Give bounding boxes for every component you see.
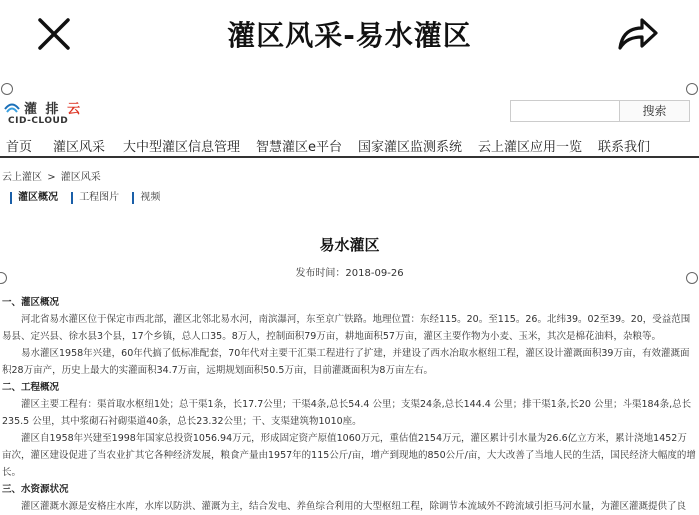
article-date: 发布时间：2018-09-26: [295, 268, 404, 279]
nav-item-contact[interactable]: 联系我们: [598, 140, 651, 155]
section-heading: 一、灌区概况: [2, 297, 60, 308]
paragraph: 灌区灌溉水源是安格庄水库，水库以防洪、灌溉为主，结合发电、养鱼综合利用的大型枢纽工程，除调节本流域外不跨流域引拒马河水量，为灌区灌溉提供了良: [21, 501, 687, 512]
site-logo[interactable]: [4, 98, 94, 128]
web-content: [0, 86, 699, 515]
app-header: [0, 0, 699, 70]
nav-item-apps[interactable]: 云上灌区应用一览: [478, 140, 583, 155]
section-heading: 二、工程概况: [2, 382, 60, 393]
tab-videos[interactable]: 视频: [132, 192, 166, 204]
nav-item-home[interactable]: 首页: [6, 140, 33, 155]
selection-handle-top-left[interactable]: [1, 83, 13, 95]
breadcrumb: [2, 168, 101, 183]
tab-photos[interactable]: 工程图片: [71, 192, 125, 204]
selection-handle-top-right[interactable]: [686, 83, 698, 95]
main-nav: [0, 134, 699, 158]
tab-overview[interactable]: 灌区概况: [10, 192, 64, 204]
search-input[interactable]: [510, 100, 620, 122]
breadcrumb-home[interactable]: 云上灌区: [2, 172, 42, 183]
page-title: 灌区风采-易水灌区: [227, 19, 472, 52]
article-title: 易水灌区: [319, 236, 380, 254]
logo-text: 灌 排 云: [24, 102, 83, 117]
logo-mark-icon: [4, 100, 20, 114]
logo-subtext: CID-CLOUD: [8, 116, 69, 126]
share-icon[interactable]: [614, 14, 660, 54]
sub-tabs: [10, 192, 170, 206]
paragraph: 灌区主要工程有：渠首取水枢纽1处；总干渠1条，长17.7公里；干渠4条,总长54.4 公里；支渠24条,总长144.4 公里；排干渠1条,长20 公里；斗渠184条,总长235.5 公里，其中浆砌石衬砌渠道40条，总长23.32公里；干、支渠建筑物1010座。: [2, 399, 692, 427]
section-heading: 三、水资源状况: [2, 484, 69, 495]
nav-item-monitoring[interactable]: 国家灌区监测系统: [358, 140, 463, 155]
breadcrumb-current[interactable]: 灌区风采: [60, 172, 101, 183]
breadcrumb-separator: >: [47, 172, 56, 183]
paragraph: 易水灌区1958年兴建，60年代搞了低标准配套，70年代对主要干汇渠工程进行了扩建，并建设了西水冶取水枢纽工程，灌区设计灌溉面积39万亩，有效灌溉面积28万亩产，历史上最大的实灌面积34.7万亩，远期规划面积50.5万亩，目前灌溉面积为8万亩左右。: [2, 348, 690, 376]
article-body: [2, 294, 696, 515]
nav-item-showcase[interactable]: 灌区风采: [53, 140, 106, 155]
selection-handle-right[interactable]: [686, 272, 698, 284]
paragraph: 河北省易水灌区位于保定市西北部，灌区北邻北易水河，南滨瀑河，东至京广铁路。地理位置：东经115。20。至115。26。北纬39。02至39。20，受益范围易县、定兴县、徐水县3个县，17个乡镇，总人口35。8万人，控制面积79万亩，耕地面积57万亩，灌区主要作物为小麦、玉米，其次是棉花油料，杂粮等。: [2, 314, 691, 342]
search-button[interactable]: 搜索: [620, 100, 690, 122]
nav-item-info-management[interactable]: 大中型灌区信息管理: [123, 140, 241, 155]
nav-item-e-platform[interactable]: 智慧灌区e平台: [256, 140, 342, 155]
paragraph: 灌区自1958年兴建至1998年国家总投资1056.94万元，形成固定资产原值1060万元，重估值2154万元，灌区累计引水量为26.6亿立方米，累计浇地1452万亩次，灌区建设促进了当农业扩其它各种经济发展，粮食产量由1957年的115公斤/亩，增产到现地的850公斤/亩，大大改善了当地人民的生活，国民经济大幅度的增长。: [2, 433, 696, 478]
